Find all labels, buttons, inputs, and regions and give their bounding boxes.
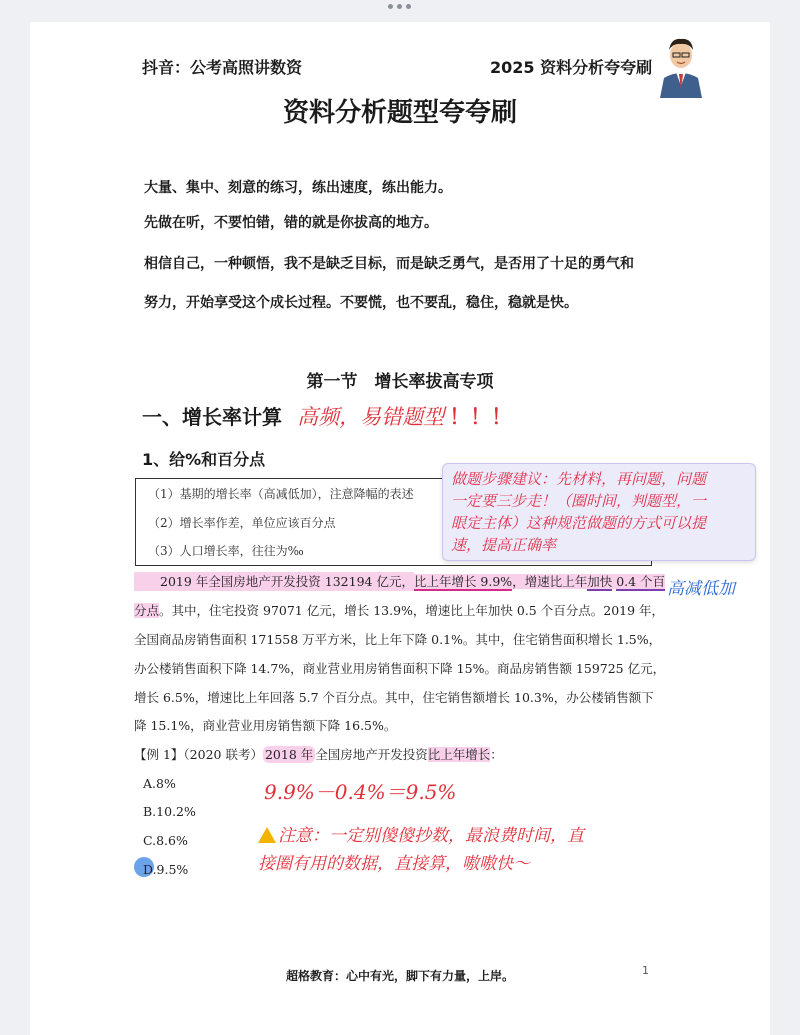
passage-line-4: 办公楼销售面积下降 14.7%，商业营业用房销售面积下降 15%。商品房销售额 159725 亿元，: [134, 661, 666, 676]
option-d[interactable]: D.9.5%: [143, 862, 189, 877]
section-title: 第一节 增长率拔高专项: [306, 372, 494, 392]
passage-underlined: 加快: [587, 574, 613, 589]
side-note: 高减低加: [667, 579, 735, 599]
document-title: 资料分析题型夸夸刷: [282, 98, 517, 128]
option-c[interactable]: C.8.6%: [143, 833, 188, 848]
option-a[interactable]: A.8%: [143, 776, 176, 791]
page-number: 1: [642, 964, 649, 977]
sticky-line: 眼定主体）这种规范做题的方式可以提: [451, 514, 707, 532]
sticky-note: [442, 463, 756, 561]
passage-line-2: 分点。其中，住宅投资 97071 亿元，增长 13.9%，增速比上年加快 0.5 个百分点。2019 年，: [134, 603, 665, 618]
sticky-line: 做题步骤建议：先材料，再问题，问题: [451, 470, 707, 488]
handwritten-formula: 9.9%－0.4%＝9.5%: [264, 780, 457, 804]
footer-slogan: 超格教育：心中有光，脚下有力量，上岸。: [285, 969, 514, 983]
warning-line-1: 注意：一定别傻傻抄数，最浪费时间，直: [258, 821, 584, 846]
heading-2: 1、给%和百分点: [142, 450, 266, 469]
heading-1-row: [142, 401, 512, 431]
tip-item: （3）人口增长率，往往为‰: [148, 544, 304, 558]
passage-underlined: 0.4 个百: [616, 574, 666, 589]
sticky-line: 速，提高正确率: [451, 536, 557, 554]
more-dots-icon[interactable]: [388, 4, 411, 9]
passage-line-5: 增长 6.5%，增速比上年回落 5.7 个百分点。其中，住宅销售额增长 10.3%，办公楼销售额下: [134, 690, 654, 705]
question-year-highlight: 2018 年: [264, 747, 314, 762]
header-left: 抖音：公考高照讲数资: [142, 58, 303, 77]
passage-highlight: 2019 年全国房地产开发投资 132194 亿元，: [134, 572, 414, 591]
motto-line-1: 大量、集中、刻意的练习，练出速度，练出能力。: [144, 180, 452, 196]
question-highlight: 比上年增长: [427, 747, 491, 762]
passage-line-3: 全国商品房销售面积 171558 万平方米，比上年下降 0.1%。其中，住宅销售面积增长 1.5%，: [134, 632, 662, 647]
tip-item: （2）增长率作差，单位应该百分点: [148, 516, 336, 530]
passage-underlined: 比上年增长 9.9%: [413, 574, 513, 589]
header-right: 2025 资料分析夸夸刷: [490, 58, 653, 77]
option-b[interactable]: B.10.2%: [143, 804, 196, 819]
document-page: [30, 22, 770, 1035]
passage-highlight: 分点: [134, 603, 160, 618]
motto-line-3: 相信自己，一种顿悟，我不是缺乏目标，而是缺乏勇气，是否用了十足的勇气和: [144, 256, 634, 272]
sticky-line: 一定要三步走！（圈时间，判题型，一: [451, 492, 707, 510]
exclamation-marks: ！！！: [449, 405, 513, 429]
heading-1: 一、增长率计算: [142, 405, 282, 429]
tip-item: （1）基期的增长率（高减低加），注意降幅的表述: [148, 487, 414, 501]
warning-icon: [258, 827, 276, 843]
motto-line-4: 努力，开始享受这个成长过程。不要慌，也不要乱，稳住，稳就是快。: [144, 295, 578, 311]
passage-line-1: [134, 572, 665, 590]
author-avatar: [656, 28, 706, 98]
handwritten-note-frequency: 高频，易错题型: [297, 405, 445, 429]
warning-line-2: 接圈有用的数据，直接算，嗷嗷快～: [258, 854, 530, 874]
motto-line-2: 先做在听，不要怕错，错的就是你拔高的地方。: [144, 215, 438, 231]
example-question: 【例 1】（2020 联考） 2018 年 全国房地产开发投资比上年增长：: [134, 747, 503, 762]
passage-highlight: ，增速比上年: [512, 574, 588, 589]
passage-line-6: 降 15.1%，商业营业用房销售额下降 16.5%。: [134, 718, 397, 733]
